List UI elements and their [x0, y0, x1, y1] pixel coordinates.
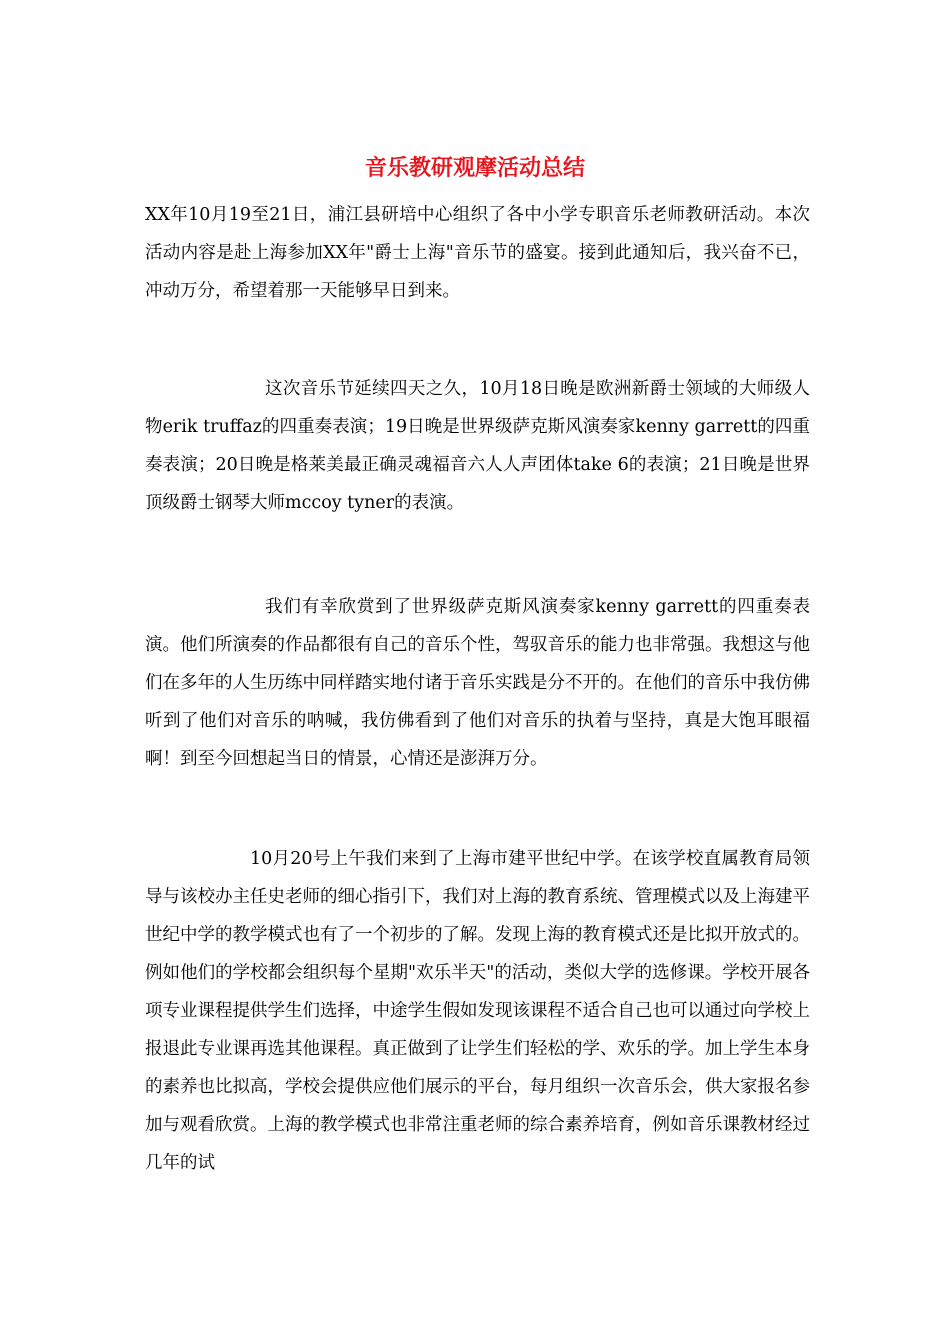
paragraph-intro: XX年10月19至21日，浦江县研培中心组织了各中小学专职音乐老师教研活动。本次活动内容是赴上海参加XX年"爵士上海"音乐节的盛宴。接到此通知后，我兴奋不已，冲动万分，希望着那一天能够早日到来。 [145, 205, 810, 301]
paragraph-school-visit: 10月20号上午我们来到了上海市建平世纪中学。在该学校直属教育局领导与该校办主任史老师的细心指引下，我们对上海的教育系统、管理模式以及上海建平世纪中学的教学模式也有了一个初步的了解。发现上海的教育模式还是比拟开放式的。例如他们的学校都会组织每个星期"欢乐半天"的活动，类似大学的选修课。学校开展各项专业课程提供学生们选择，中途学生假如发现该课程不适合自己也可以通过向学校上报退此专业课再选其他课程。真正做到了让学生们轻松的学、欢乐的学。加上学生本身的素养也比拟高，学校会提供应他们展示的平台，每月组织一次音乐会，供大家报名参加与观看欣赏。上海的教学模式也非常注重老师的综合素养培育，例如音乐课教材经过几年的试 [145, 849, 810, 1173]
paragraph-festival-schedule: 这次音乐节延续四天之久，10月18日晚是欧洲新爵士领域的大师级人物erik truffaz的四重奏表演；19日晚是世界级萨克斯风演奏家kenny garrett的四重奏表演；20日晚是格莱美最正确灵魂福音六人人声团体take 6的表演；21日晚是世界顶级爵士钢琴大师mccoy tyner的表演。 [145, 379, 810, 513]
document-title: 音乐教研观摩活动总结 [364, 155, 585, 181]
paragraph-performance: 我们有幸欣赏到了世界级萨克斯风演奏家kenny garrett的四重奏表演。他们所演奏的作品都很有自己的音乐个性，驾驭音乐的能力也非常强。我想这与他们在多年的人生历练中同样踏实地付诸于音乐实践是分不开的。在他们的音乐中我仿佛听到了他们对音乐的呐喊，我仿佛看到了他们对音乐的执着与坚持，真是大饱耳眼福啊！到至今回想起当日的情景，心情还是澎湃万分。 [145, 597, 810, 769]
